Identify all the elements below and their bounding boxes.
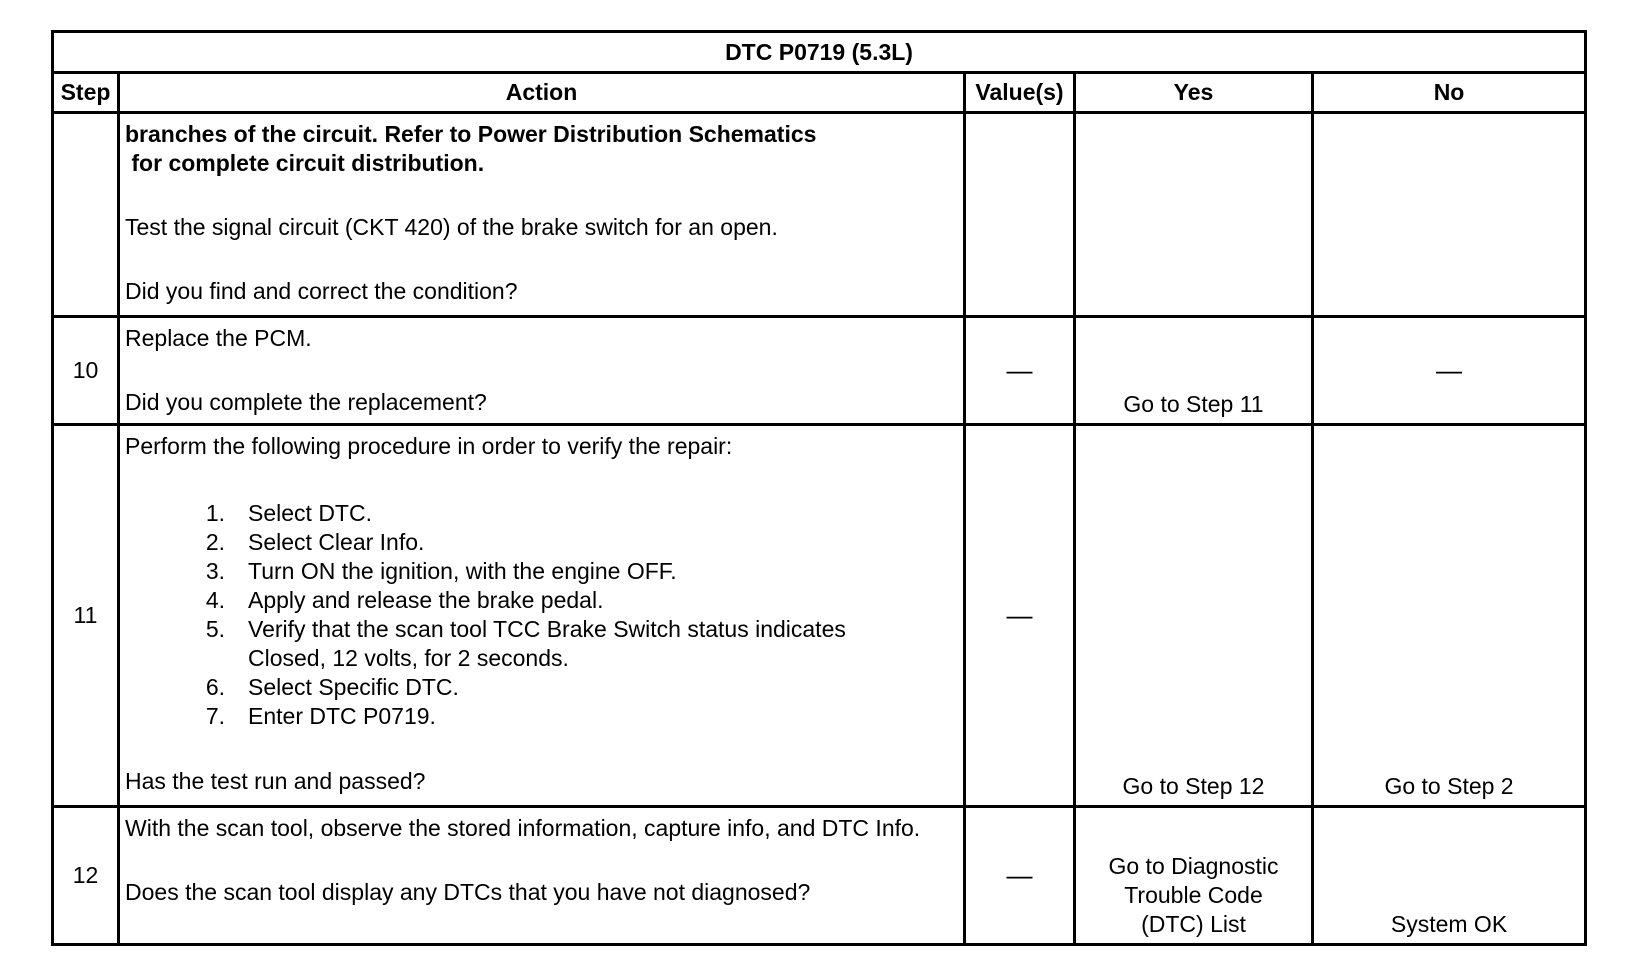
value-cell: — [965,807,1075,945]
action-question: Did you complete the replacement? [125,389,487,415]
action-text: Test the signal circuit (CKT 420) of the brake switch for an open. [125,214,778,240]
no-cell: Go to Step 2 [1313,425,1586,807]
action-text: branches of the circuit. Refer to Power Distribution Schematics [125,121,817,147]
no-cell: — [1313,317,1586,425]
step-cell: 10 [53,317,119,425]
header-no: No [1313,73,1586,113]
no-cell [1313,113,1586,317]
list-item: 5. Verify that the scan tool TCC Brake Switch status indicates Closed, 12 volts, for 2 seconds. [205,616,846,671]
value-cell: — [965,425,1075,807]
yes-cell: Go to Step 12 [1075,425,1313,807]
yes-line: Go to Diagnostic [1108,853,1279,879]
table-row [53,113,1586,317]
yes-line: Trouble Code [1124,882,1263,908]
action-question: Has the test run and passed? [125,768,426,794]
list-item: 2. Select Clear Info. [205,529,425,555]
action-question: Did you find and correct the condition? [125,278,518,304]
header-action: Action [119,73,965,113]
action-text: With the scan tool, observe the stored information, capture info, and DTC Info. [125,815,921,841]
list-item: 7. Enter DTC P0719. [205,703,436,729]
diagnostic-table-sheet [51,30,1584,946]
no-cell: System OK [1313,807,1586,945]
table-title: DTC P0719 (5.3L) [53,32,1586,73]
action-text: Replace the PCM. [125,325,312,351]
table-row [53,425,1586,807]
header-values: Value(s) [965,73,1075,113]
table-row [53,807,1586,945]
yes-cell [1075,113,1313,317]
action-text: for complete circuit distribution. [125,150,485,176]
value-cell [965,113,1075,317]
diagnostic-table [51,30,1587,946]
yes-line: (DTC) List [1141,911,1246,937]
list-item: 1. Select DTC. [205,500,372,526]
action-text: Perform the following procedure in order to verify the repair: [125,433,733,459]
step-cell: 12 [53,807,119,945]
list-item: 3. Turn ON the ignition, with the engine OFF. [205,558,677,584]
header-yes: Yes [1075,73,1313,113]
step-cell [53,113,119,317]
procedure-list [125,499,958,731]
yes-cell [1075,807,1313,945]
value-cell: — [965,317,1075,425]
step-cell: 11 [53,425,119,807]
action-cell [119,807,965,945]
action-question: Does the scan tool display any DTCs that you have not diagnosed? [125,879,811,905]
header-row [53,73,1586,113]
yes-cell: Go to Step 11 [1075,317,1313,425]
list-item: 6. Select Specific DTC. [205,674,459,700]
action-cell [119,425,965,807]
list-item: 4. Apply and release the brake pedal. [205,587,604,613]
header-step: Step [53,73,119,113]
title-row [53,32,1586,73]
action-cell [119,113,965,317]
action-cell [119,317,965,425]
table-row [53,317,1586,425]
